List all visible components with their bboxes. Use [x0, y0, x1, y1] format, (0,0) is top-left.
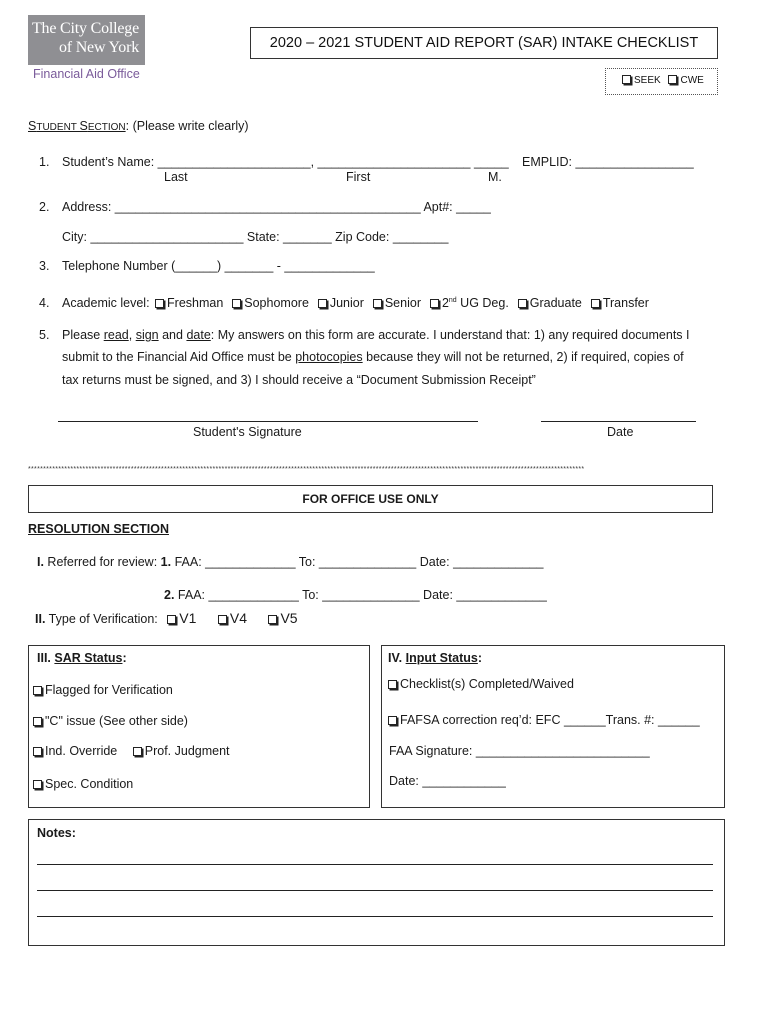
v4-checkbox[interactable]	[218, 615, 227, 624]
star-divider: ****************************************************************************************************************************************************************************************	[28, 466, 585, 473]
input-status-num: IV.	[388, 651, 403, 665]
signature-label: Student's Signature	[193, 425, 302, 439]
flagged-checkbox[interactable]	[33, 686, 42, 695]
spec-condition-row	[31, 777, 133, 791]
date-line[interactable]	[541, 421, 696, 422]
city-state-zip-field[interactable]: City: ______________________ State: _______ Zip Code: ________	[62, 230, 449, 244]
cert-photocopies: photocopies	[295, 350, 363, 364]
notes-box	[28, 819, 725, 946]
c-issue-row	[31, 714, 188, 728]
transfer-checkbox[interactable]	[591, 299, 600, 308]
office-use-banner: FOR OFFICE USE ONLY	[28, 485, 713, 513]
heading-note: : (Please write clearly)	[125, 119, 249, 133]
q5-number: 5.	[39, 328, 50, 342]
referral-1-fields[interactable]: FAA: _____________ To: ______________ Date: _____________	[171, 555, 544, 569]
q2-number: 2.	[39, 200, 50, 214]
fafsa-row	[386, 713, 700, 727]
certification-line-2	[62, 350, 684, 364]
referral-2-num: 2.	[164, 588, 175, 602]
verification-label: Type of Verification:	[45, 612, 158, 626]
name-first-label: First	[346, 170, 371, 184]
graduate-label: Graduate	[529, 296, 582, 310]
faa-signature-field[interactable]: FAA Signature: _________________________	[389, 744, 650, 758]
verification-row	[35, 610, 298, 626]
c-issue-checkbox[interactable]	[33, 717, 42, 726]
academic-level-row	[62, 296, 649, 310]
notes-label: Notes:	[37, 826, 76, 840]
referral-num: I.	[37, 555, 44, 569]
flagged-row	[31, 683, 173, 697]
q4-number: 4.	[39, 296, 50, 310]
cert-text-c: and	[158, 328, 187, 342]
checklist-label: Checklist(s) Completed/Waived	[400, 677, 574, 691]
input-status-title: Input Status	[405, 651, 478, 665]
name-middle-label: M.	[488, 170, 502, 184]
referral-row-2	[164, 588, 547, 602]
prof-judgment-label: Prof. Judgment	[144, 744, 230, 758]
sar-status-title: SAR Status	[54, 651, 123, 665]
checklist-row	[386, 677, 574, 691]
cert-date: date	[186, 328, 211, 342]
sar-status-colon: :	[122, 651, 127, 665]
logo-line-2: of New York	[58, 39, 139, 56]
logo-line-1: The City College	[31, 20, 139, 37]
emplid-field[interactable]: EMPLID: _________________	[522, 155, 694, 169]
senior-label: Senior	[384, 296, 421, 310]
date-label: Date	[607, 425, 634, 439]
heading-cap-s: S	[28, 119, 37, 133]
ind-override-label: Ind. Override	[45, 744, 118, 758]
flagged-label: Flagged for Verification	[45, 683, 173, 697]
verification-num: II.	[35, 612, 46, 626]
sophomore-checkbox[interactable]	[232, 299, 241, 308]
heading-word-tudent: TUDENT	[36, 122, 80, 133]
academic-level-label: Academic level:	[62, 296, 150, 310]
ind-override-checkbox[interactable]	[33, 747, 42, 756]
resolution-heading: RESOLUTION SECTION	[28, 522, 169, 536]
program-box	[605, 68, 718, 95]
input-status-heading	[388, 651, 482, 665]
student-name-field[interactable]: Student’s Name: ______________________, ______________________ _____	[62, 155, 509, 169]
spec-condition-label: Spec. Condition	[45, 777, 134, 791]
graduate-checkbox[interactable]	[518, 299, 527, 308]
referral-label: Referred for review:	[43, 555, 161, 569]
cert-text-a: Please	[62, 328, 104, 342]
q3-number: 3.	[39, 259, 50, 273]
referral-1-num: 1.	[160, 555, 172, 569]
cert-text-b: ,	[128, 328, 136, 342]
second-degree-label: UG Deg.	[456, 296, 509, 310]
referral-2-fields[interactable]: FAA: _____________ To: ______________ Date: _____________	[174, 588, 547, 602]
cert-read: read	[103, 328, 129, 342]
input-date-field[interactable]: Date: ____________	[389, 774, 506, 788]
transfer-label: Transfer	[602, 296, 649, 310]
cert-sign: sign	[135, 328, 159, 342]
cwe-checkbox[interactable]	[668, 75, 677, 84]
heading-word-ection: ECTION	[87, 122, 126, 133]
v1-checkbox[interactable]	[167, 615, 176, 624]
office-name: Financial Aid Office	[33, 67, 140, 81]
fafsa-fields[interactable]: FAFSA correction req’d: EFC ______Trans. #: ______	[400, 713, 700, 727]
college-logo	[28, 15, 145, 65]
v4-label: V4	[229, 610, 247, 626]
second-degree-num: 2	[441, 296, 449, 310]
v5-label: V5	[280, 610, 298, 626]
junior-label: Junior	[329, 296, 364, 310]
v1-label: V1	[179, 610, 197, 626]
referral-row-1	[37, 555, 543, 569]
certification-line-1	[62, 328, 690, 342]
q1-number: 1.	[39, 155, 50, 169]
sophomore-label: Sophomore	[244, 296, 309, 310]
v5-checkbox[interactable]	[268, 615, 277, 624]
cwe-label: CWE	[680, 75, 704, 86]
certification-line-3: tax returns must be signed, and 3) I should receive a “Document Submission Receipt”	[62, 373, 536, 387]
sar-status-heading	[37, 651, 127, 665]
notes-line-3[interactable]	[37, 916, 713, 917]
fafsa-checkbox[interactable]	[388, 716, 397, 725]
telephone-field[interactable]: Telephone Number (______) _______ - _____________	[62, 259, 375, 273]
input-status-colon: :	[477, 651, 483, 665]
student-section-heading	[28, 119, 249, 133]
checklist-checkbox[interactable]	[388, 680, 397, 689]
spec-condition-checkbox[interactable]	[33, 780, 42, 789]
heading-cap-s2: S	[79, 119, 88, 133]
junior-checkbox[interactable]	[318, 299, 327, 308]
seek-checkbox[interactable]	[622, 75, 631, 84]
second-degree-checkbox[interactable]	[430, 299, 439, 308]
name-last-label: Last	[164, 170, 188, 184]
seek-label: SEEK	[634, 75, 661, 86]
override-row	[31, 744, 230, 758]
cert-line2-b: because they will not be returned, 2) if required, copies of	[362, 350, 684, 364]
sar-status-num: III.	[37, 651, 51, 665]
notes-line-2[interactable]	[37, 890, 713, 891]
cert-text-d: : My answers on this form are accurate. I understand that: 1) any required documents I	[210, 328, 690, 342]
signature-line[interactable]	[58, 421, 478, 422]
prof-judgment-checkbox[interactable]	[133, 747, 142, 756]
freshman-label: Freshman	[167, 296, 224, 310]
notes-line-1[interactable]	[37, 864, 713, 865]
senior-checkbox[interactable]	[373, 299, 382, 308]
address-field[interactable]: Address: ____________________________________________ Apt#: _____	[62, 200, 491, 214]
second-degree-sup: nd	[448, 296, 457, 304]
form-title: 2020 – 2021 STUDENT AID REPORT (SAR) INTAKE CHECKLIST	[250, 27, 718, 59]
freshman-checkbox[interactable]	[155, 299, 164, 308]
cert-line2-a: submit to the Financial Aid Office must be	[62, 350, 296, 364]
c-issue-label: "C" issue (See other side)	[45, 714, 188, 728]
